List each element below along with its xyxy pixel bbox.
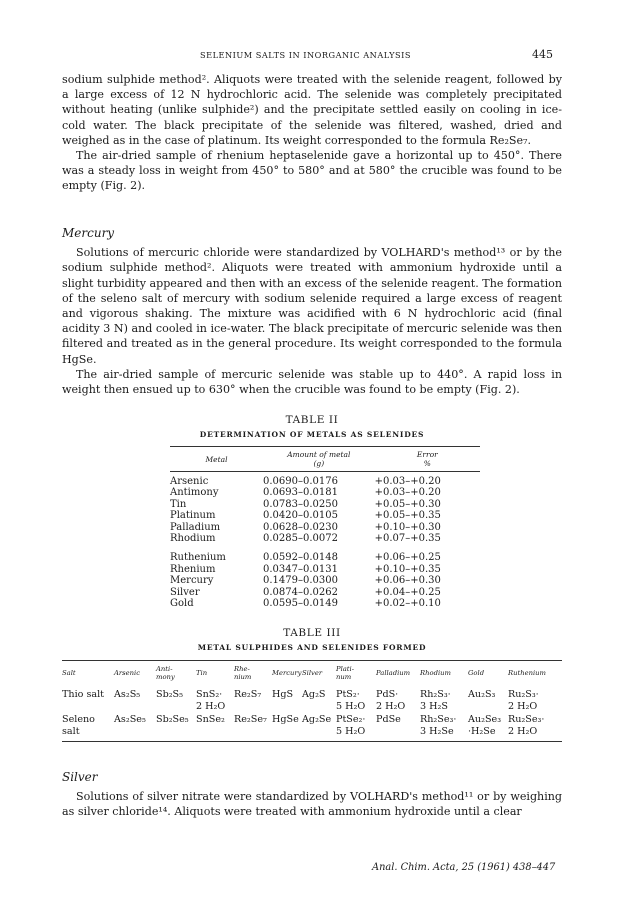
- table-row: [170, 533, 480, 544]
- table-3-header: Palladium: [376, 669, 411, 677]
- page-number: 445: [532, 48, 553, 61]
- table-row: [170, 598, 480, 609]
- table-row: [170, 499, 480, 510]
- table-cell: Sb₂Se₅: [156, 714, 189, 725]
- table-cell: Thio salt: [62, 689, 105, 700]
- amount-cell: 0.0595–0.0149: [263, 598, 338, 610]
- table-3-header: Rhodium: [420, 669, 451, 677]
- mercury-section: [62, 226, 562, 397]
- table-cell: PtSe₂· 5 H₂O: [336, 714, 366, 737]
- rhenium-section: [62, 72, 562, 194]
- table-cell: SnS₂· 2 H₂O: [196, 689, 226, 712]
- table-cell: Ag₂Se: [302, 714, 332, 725]
- table-cell: Au₂S₃: [468, 689, 496, 700]
- error-cell: +0.07–+0.35: [374, 533, 441, 545]
- error-cell: +0.02–+0.10: [374, 598, 441, 610]
- table-cell: As₂S₅: [114, 689, 141, 700]
- metal-cell: Silver: [170, 586, 200, 598]
- table-cell: Ru₂Se₃· 2 H₂O: [508, 714, 545, 737]
- metal-cell: Ruthenium: [170, 552, 226, 564]
- metal-cell: Tin: [170, 498, 187, 510]
- table-3-title: METAL SULPHIDES AND SELENIDES FORMED: [197, 643, 427, 652]
- table-3-header: Plati- num: [336, 665, 355, 681]
- table-3-header: Arsenic: [114, 669, 141, 677]
- mercury-heading: Mercury: [62, 226, 115, 240]
- amount-cell: 0.0693–0.0181: [263, 487, 338, 499]
- table-cell: PtS₂· 5 H₂O: [336, 689, 366, 712]
- metal-cell: Arsenic: [170, 476, 209, 487]
- table-row: [170, 522, 480, 533]
- table-cell: Ru₂S₃· 2 H₂O: [508, 689, 539, 712]
- mercury-paragraph-2: The air-dried sample of mercuric selenide was stable up to 440°. A rapid loss in weight then ensued up to 630° when the crucible was found to be empty (Fig. 2).: [62, 367, 562, 397]
- table-cell: PdSe: [376, 714, 401, 725]
- rhenium-paragraph-1: sodium sulphide method². Aliquots were treated with the selenide reagent, followed by a large excess of 12 N hydrochloric acid. The selenide was completely precipitated without heating (unlike sulphide²) and the precipitate settled easily on cooling in ice-cold water. The black precipitate of the selenide was filtered, washed, dried and weighed as in the case of platinum. Its weight corresponded to the formula Re₂Se₇.: [62, 73, 562, 147]
- table-3-header: Gold: [468, 669, 485, 677]
- table-cell: PdS· 2 H₂O: [376, 689, 406, 712]
- error-cell: +0.06–+0.25: [374, 552, 441, 564]
- error-cell: +0.05–+0.30: [374, 498, 441, 510]
- amount-cell: 0.0347–0.0131: [263, 563, 338, 575]
- table-2: [170, 446, 480, 609]
- table-cell: HgSe: [272, 714, 299, 725]
- table-3-header: Anti- mony: [156, 665, 175, 681]
- amount-cell: 0.1479–0.0300: [263, 575, 338, 587]
- table-2-header-error: Error %: [416, 450, 438, 468]
- mercury-paragraph-1: Solutions of mercuric chloride were standardized by VOLHARD's method¹³ or by the sodium sulphide method². Aliquots were treated with ammonium hydroxide until a slight turbidity appeared and then with an excess of the selenide reagent. The formation of the seleno salt of mercury with sodium selenide required a large excess of reagent and vigorous shaking. The mixture was acidified with 6 N hydrochloric acid (final acidity 3 N) and cooled in ice-water. The black precipitate of mercuric selenide was then filtered and treated as in the general procedure. Its weight corresponded to the formula HgSe.: [62, 246, 562, 366]
- amount-cell: 0.0592–0.0148: [263, 552, 338, 564]
- table-3-header: Salt: [62, 669, 76, 677]
- table-cell: Rh₂S₃· 3 H₂S: [420, 689, 451, 712]
- silver-section: [62, 770, 562, 820]
- table-cell: Sb₂S₅: [156, 689, 183, 700]
- table-3-number: TABLE III: [283, 627, 341, 639]
- journal-citation: Anal. Chim. Acta, 25 (1961) 438–447: [372, 862, 556, 873]
- table-cell: Rh₂Se₃· 3 H₂Se: [420, 714, 457, 737]
- table-row: [170, 564, 480, 575]
- table-cell: SnSe₂: [196, 714, 225, 725]
- table-3-header: Silver: [302, 669, 323, 677]
- table-2-header-amount: Amount of metal (g): [287, 450, 351, 468]
- table-2-caption: [62, 414, 562, 439]
- table-cell: Re₂Se₇: [234, 714, 267, 725]
- amount-cell: 0.0874–0.0262: [263, 586, 338, 598]
- error-cell: +0.05–+0.35: [374, 510, 441, 522]
- table-cell: HgS: [272, 689, 294, 700]
- table-2-header-metal: Metal: [205, 454, 228, 464]
- error-cell: +0.04–+0.25: [374, 586, 441, 598]
- error-cell: +0.06–+0.30: [374, 575, 441, 587]
- running-title: SELENIUM SALTS IN INORGANIC ANALYSIS: [200, 50, 412, 60]
- error-cell: +0.03–+0.20: [374, 476, 441, 487]
- metal-cell: Mercury: [170, 575, 214, 587]
- metal-cell: Gold: [170, 598, 194, 610]
- rhenium-paragraph-2: The air-dried sample of rhenium heptaselenide gave a horizontal up to 450°. There was a steady loss in weight from 450° to 580° and at 580° the crucible was found to be empty (Fig. 2).: [62, 149, 562, 193]
- table-row: [62, 712, 562, 737]
- silver-heading: Silver: [62, 770, 98, 784]
- metal-cell: Platinum: [170, 510, 216, 522]
- table-3-header: Ruthenium: [508, 669, 547, 677]
- error-cell: +0.03–+0.20: [374, 487, 441, 499]
- table-3: [62, 660, 562, 742]
- table-2-number: TABLE II: [285, 414, 339, 426]
- error-cell: +0.10–+0.35: [374, 563, 441, 575]
- table-row: [170, 476, 480, 487]
- table-row: [170, 552, 480, 563]
- silver-paragraph: Solutions of silver nitrate were standardized by VOLHARD's method¹¹ or by weighing as silver chloride¹⁴. Aliquots were treated with ammonium hydroxide until a clear: [62, 790, 562, 819]
- table-cell: As₂Se₅: [114, 714, 146, 725]
- metal-cell: Rhenium: [170, 563, 216, 575]
- metal-cell: Antimony: [170, 487, 219, 499]
- table-3-header: Mercury: [272, 669, 302, 677]
- table-2-body: [170, 476, 480, 544]
- table-cell: Ag₂S: [302, 689, 326, 700]
- amount-cell: 0.0420–0.0105: [263, 510, 338, 522]
- table-cell: Seleno salt: [62, 714, 95, 737]
- table-row: [170, 575, 480, 586]
- table-3-header: Tin: [196, 669, 208, 677]
- metal-cell: Rhodium: [170, 533, 216, 545]
- table-3-header: Rhe- nium: [234, 665, 252, 681]
- table-row: [62, 685, 562, 712]
- amount-cell: 0.0285–0.0072: [263, 533, 338, 545]
- amount-cell: 0.0690–0.0176: [263, 476, 338, 487]
- table-cell: Re₂S₇: [234, 689, 262, 700]
- table-cell: Au₂Se₃ ·H₂Se: [468, 714, 502, 737]
- amount-cell: 0.0783–0.0250: [263, 498, 338, 510]
- table-row: [170, 487, 480, 498]
- error-cell: +0.10–+0.30: [374, 521, 441, 533]
- table-3-caption: [62, 627, 562, 652]
- table-row: [170, 510, 480, 521]
- amount-cell: 0.0628–0.0230: [263, 521, 338, 533]
- table-2-title: DETERMINATION OF METALS AS SELENIDES: [199, 430, 425, 439]
- metal-cell: Palladium: [170, 521, 221, 533]
- table-row: [170, 587, 480, 598]
